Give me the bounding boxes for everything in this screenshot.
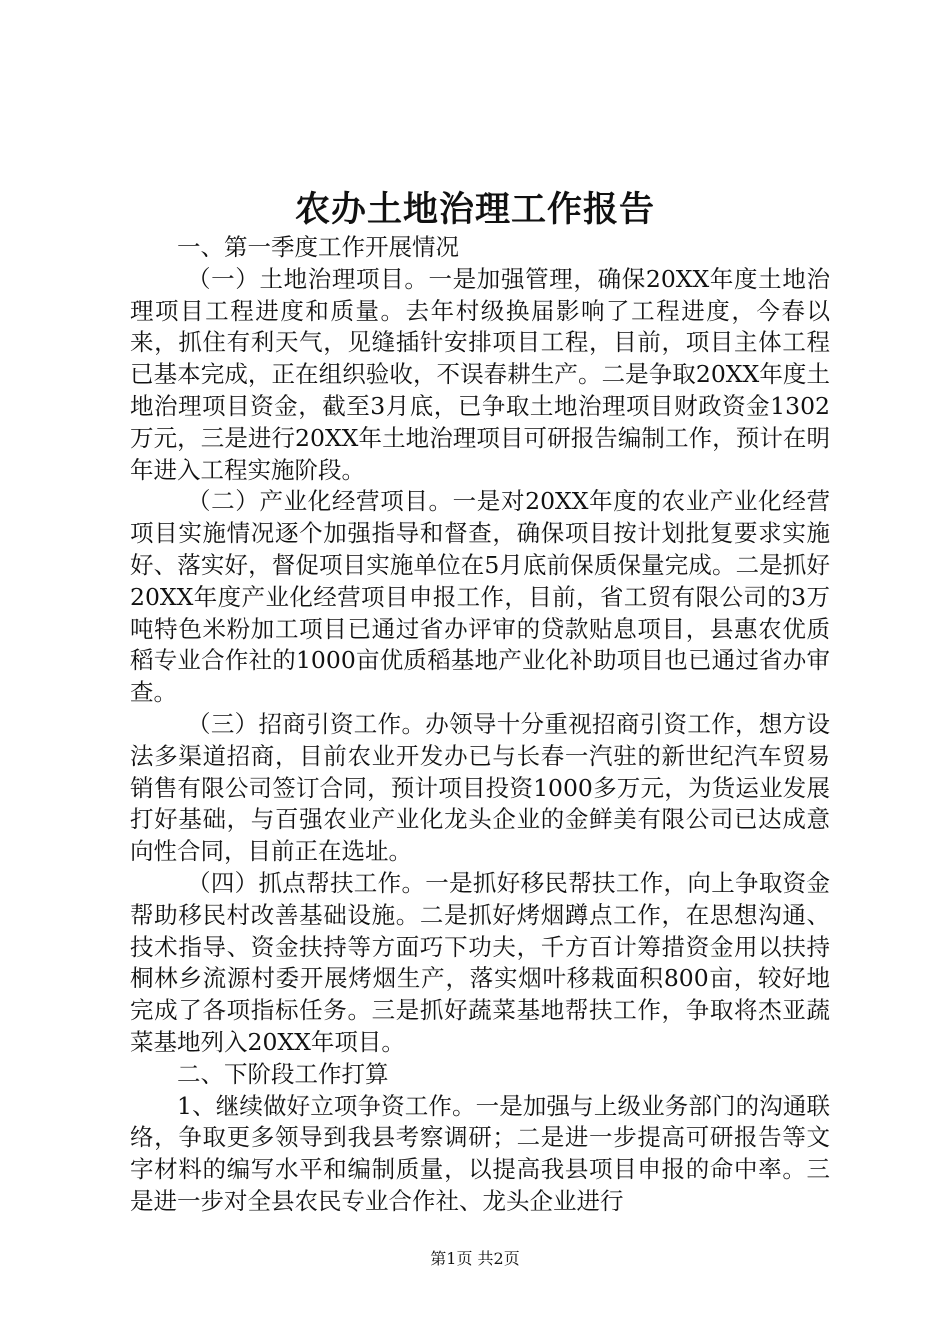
page-footer: 第1页 共2页 — [430, 1249, 520, 1268]
document-body — [130, 232, 830, 1218]
section-heading: 二、下阶段工作打算 — [177, 1059, 389, 1088]
section-heading: 一、第一季度工作开展情况 — [177, 233, 459, 261]
body-paragraph: 1、继续做好立项争资工作。一是加强与上级业务部门的沟通联络，争取更多领导到我县考察调研；二是进一步提高可研报告等文字材料的编写水平和编制质量，以提高我县项目申报的命中率。三是进一步对全县农民专业合作社、龙头企业进行 — [130, 1091, 830, 1215]
body-paragraph: （四）抓点帮扶工作。一是抓好移民帮扶工作，向上争取资金帮助移民村改善基础设施。二是抓好烤烟蹲点工作，在思想沟通、技术指导、资金扶持等方面巧下功夫，千方百计筹措资金用以扶持桐林乡流源村委开展烤烟生产，落实烟叶移栽面积800亩，较好地完成了各项指标任务。三是抓好蔬菜基地帮扶工作，争取将杰亚蔬菜基地列入20XX年项目。 — [130, 868, 830, 1056]
document-title: 农办土地治理工作报告 — [294, 189, 655, 230]
body-paragraph: （三）招商引资工作。办领导十分重视招商引资工作，想方设法多渠道招商，目前农业开发办已与长春一汽驻的新世纪汽车贸易销售有限公司签订合同，预计项目投资1000多万元，为货运业发展打好基础，与百强农业产业化龙头企业的金鲜美有限公司已达成意向性合同，目前正在选址。 — [130, 709, 830, 866]
body-paragraph: （二）产业化经营项目。一是对20XX年度的农业产业化经营项目实施情况逐个加强指导和督查，确保项目按计划批复要求实施好、落实好，督促项目实施单位在5月底前保质保量完成。二是抓好20XX年度产业化经营项目申报工作，目前，省工贸有限公司的3万吨特色米粉加工项目已通过省办评审的贷款贴息项目，县惠农优质稻专业合作社的1000亩优质稻基地产业化补助项目也已通过省办审查。 — [130, 487, 830, 707]
body-paragraph: （一）土地治理项目。一是加强管理，确保20XX年度土地治理项目工程进度和质量。去年村级换届影响了工程进度，今春以来，抓住有利天气，见缝插针安排项目工程，目前，项目主体工程已基本完成，正在组织验收，不误春耕生产。二是争取20XX年度土地治理项目资金，截至3月底，已争取土地治理项目财政资金1302万元，三是进行20XX年土地治理项目可研报告编制工作，预计在明年进入工程实施阶段。 — [130, 264, 830, 484]
